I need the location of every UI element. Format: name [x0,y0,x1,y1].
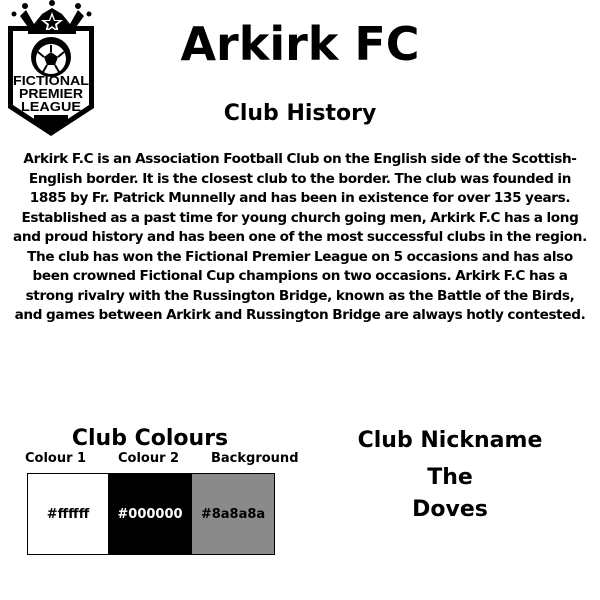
club-nickname [350,462,550,526]
nickname-line-2: Doves [412,497,488,522]
club-title: Arkirk FC [180,17,420,71]
swatch-hex-colour-2: #000000 [117,506,183,522]
section-title-nickname: Club Nickname [357,428,543,453]
svg-text:PREMIER: PREMIER [19,86,84,101]
colour-swatch-background [191,473,275,555]
svg-text:LEAGUE: LEAGUE [21,99,82,114]
crest-icon [4,0,94,138]
colour-swatch-black [108,473,192,555]
swatch-label-colour-2: Colour 2 [118,451,180,466]
club-history-paragraph: Arkirk F.C is an Association Football Club on the English side of the Scottish-English border. It is the closest club to the border. The club was founded in 1885 by Fr. Patrick Munnelly and has been in existence for over 135 years. Established as a past time for young church going men, Arkirk F.C has a long and proud history and has been one of the most successful clubs in the region. The club has won the Fictional Premier League on 5 occasions and has also been crowned Fictional Cup champions on two occasions. Arkirk F.C has a strong rivalry with the Russington Bridge, known as the Battle of the Birds, and games between Arkirk and Russington Bridge are always hotly contested. [13,151,587,323]
nickname-line-1: The [427,465,473,490]
svg-text:FICTIONAL: FICTIONAL [13,73,90,88]
section-title-history: Club History [223,101,377,126]
league-logo [4,0,94,138]
swatch-hex-background: #8a8a8a [200,506,266,522]
swatch-label-colour-1: Colour 1 [25,451,87,466]
section-title-colours: Club Colours [71,426,229,451]
colour-swatch-white [27,473,109,555]
swatch-hex-colour-1: #ffffff [46,506,90,522]
swatch-label-background: Background [211,451,299,466]
